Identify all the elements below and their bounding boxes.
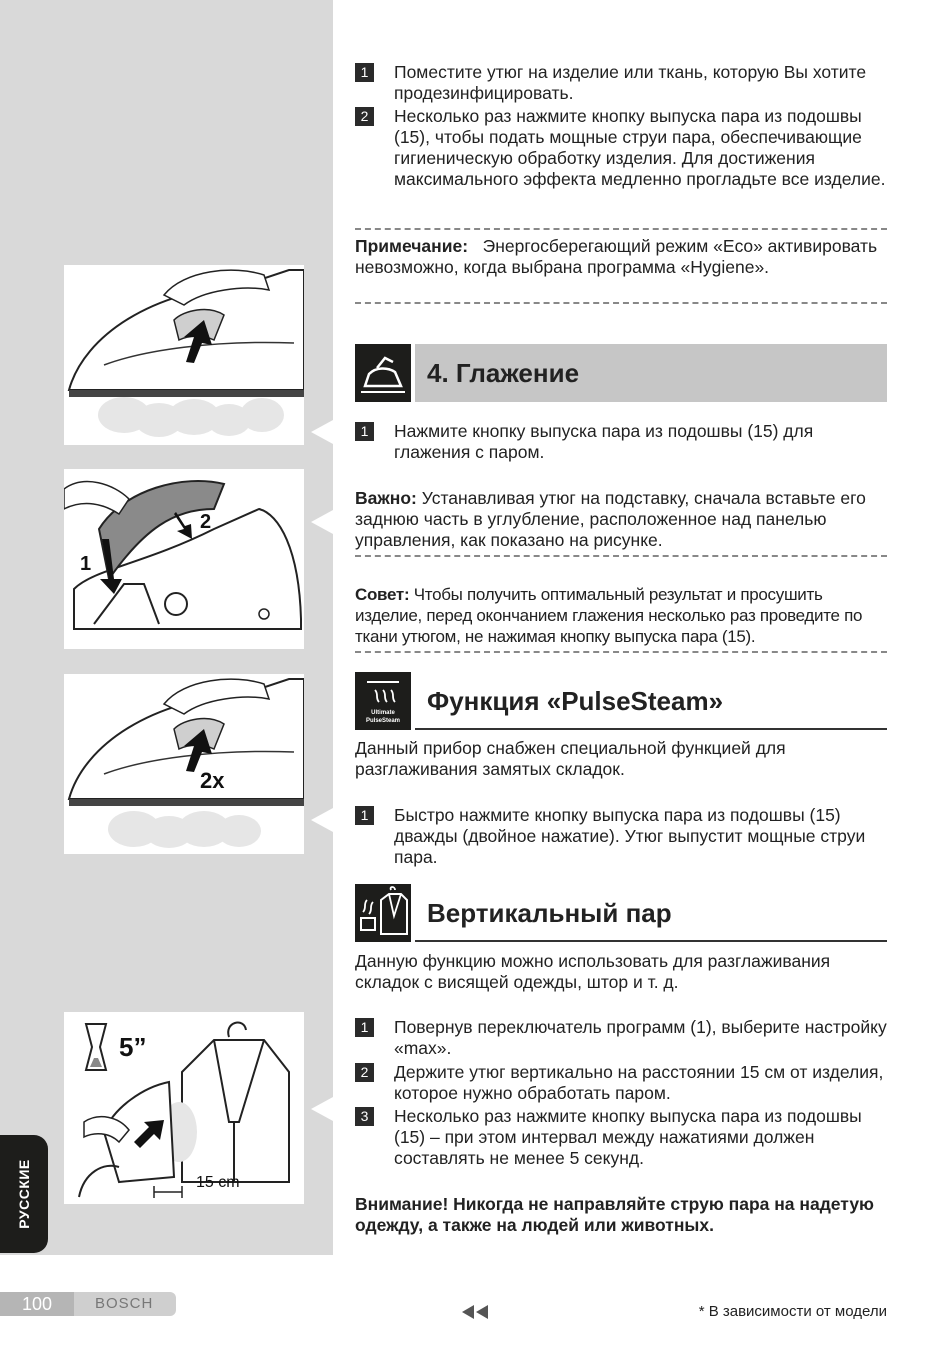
iron-stand-illustration xyxy=(64,469,304,649)
pulsesteam-section-header xyxy=(355,672,887,730)
step-number: 1 xyxy=(355,1018,374,1037)
note-label: Примечание: xyxy=(355,236,469,256)
important-block xyxy=(355,488,887,551)
step-text: Нажмите кнопку выпуска пара из подошвы (15) для глажения с паром. xyxy=(394,421,814,462)
illustration-pointer xyxy=(311,510,333,534)
note-text: Энергосберегающий режим «Eco» активировать невозможно, когда выбрана программа «Hygiene». xyxy=(355,236,878,277)
pulsesteam-icon xyxy=(355,672,411,730)
vertical-step-1 xyxy=(355,1017,887,1059)
iron-steam-illustration xyxy=(64,265,304,445)
svg-text:Ultimate: Ultimate xyxy=(371,710,395,716)
divider xyxy=(355,555,887,557)
brand-name: BOSCH xyxy=(95,1295,154,1312)
step-number: 3 xyxy=(355,1107,374,1126)
step-number: 2 xyxy=(355,107,374,126)
distance-label: 15 cm xyxy=(196,1174,240,1191)
warning-text: Внимание! Никогда не направляйте струю пара на надетую одежду, а также на людей или животных. xyxy=(355,1194,874,1235)
ironing-section-header xyxy=(355,344,887,402)
page-footer-tab xyxy=(0,1292,176,1316)
ironing-step-1 xyxy=(355,421,887,463)
illustration-pointer xyxy=(311,420,333,444)
vertical-step-2 xyxy=(355,1062,887,1104)
illustration-pointer xyxy=(311,808,333,832)
step-text: Несколько раз нажмите кнопку выпуска пара из подошвы (15), чтобы подать мощные струи пара, обеспечивающие гигиеническую обработку изделия. Для достижения максимального эффекта медленно прогладьте все изделие. xyxy=(394,106,886,189)
tip-label: Совет: xyxy=(355,585,410,604)
vertical-steam-icon xyxy=(355,884,411,942)
stand-step-2-label: 2 xyxy=(200,511,212,533)
section-title: 4. Глажение xyxy=(427,358,580,388)
ironing-icon xyxy=(355,344,411,402)
svg-text:PulseSteam: PulseSteam xyxy=(365,718,401,724)
step-number: 1 xyxy=(355,422,374,441)
section-title: Вертикальный пар xyxy=(427,898,672,928)
vertical-steam-illustration xyxy=(64,1012,304,1204)
vertical-intro: Данную функцию можно использовать для разглаживания складок с висящей одежды, штор и т. д. xyxy=(355,951,831,992)
tip-block xyxy=(355,584,887,647)
illustration-pointer xyxy=(311,1097,333,1121)
tip-text: Чтобы получить оптимальный результат и просушить изделие, перед окончанием глажения несколько раз проведите по ткани утюгом, не нажимая кнопку выпуска пара (15). xyxy=(355,585,863,646)
note-block xyxy=(355,236,887,278)
divider xyxy=(355,228,887,230)
step-number: 1 xyxy=(355,806,374,825)
iron-pulsesteam-illustration xyxy=(64,674,304,854)
step-text: Несколько раз нажмите кнопку выпуска пара из подошвы (15) – при этом интервал между нажатиями должен составлять не менее 5 секунд. xyxy=(394,1106,862,1168)
section-title: Функция «PulseSteam» xyxy=(427,686,724,716)
vertical-step-3 xyxy=(355,1106,887,1169)
step-text: Быстро нажмите кнопку выпуска пара из подошвы (15) дважды (двойное нажатие). Утюг выпустит мощные струи пара. xyxy=(394,805,866,867)
double-press-label: 2x xyxy=(200,768,225,793)
divider xyxy=(355,302,887,304)
step-number: 1 xyxy=(355,63,374,82)
important-label: Важно: xyxy=(355,488,417,508)
back-arrows-icon[interactable] xyxy=(462,1305,488,1324)
pulsesteam-intro: Данный прибор снабжен специальной функцией для разглаживания замятых складок. xyxy=(355,738,786,779)
vertical-steam-section-header xyxy=(355,884,887,942)
step-text: Повернув переключатель программ (1), выберите настройку «max». xyxy=(394,1017,887,1058)
step-text: Поместите утюг на изделие или ткань, которую Вы хотите продезинфицировать. xyxy=(394,62,867,103)
timer-label: 5” xyxy=(119,1032,147,1062)
stand-step-1-label: 1 xyxy=(80,553,92,575)
divider xyxy=(355,651,887,653)
hygiene-step-2 xyxy=(355,106,887,190)
footer-note: * В зависимости от модели xyxy=(698,1303,887,1320)
page-number: 100 xyxy=(0,1292,74,1316)
language-tab: РУССКИЕ xyxy=(0,1135,48,1253)
step-number: 2 xyxy=(355,1063,374,1082)
step-text: Держите утюг вертикально на расстоянии 15 см от изделия, которое нужно обработать паром. xyxy=(394,1062,884,1103)
hygiene-step-1 xyxy=(355,62,887,104)
important-text: Устанавливая утюг на подставку, сначала вставьте его заднюю часть в углубление, расположенное над панелью управления, как показано на рисунке. xyxy=(355,488,866,550)
pulsesteam-step-1 xyxy=(355,805,887,868)
